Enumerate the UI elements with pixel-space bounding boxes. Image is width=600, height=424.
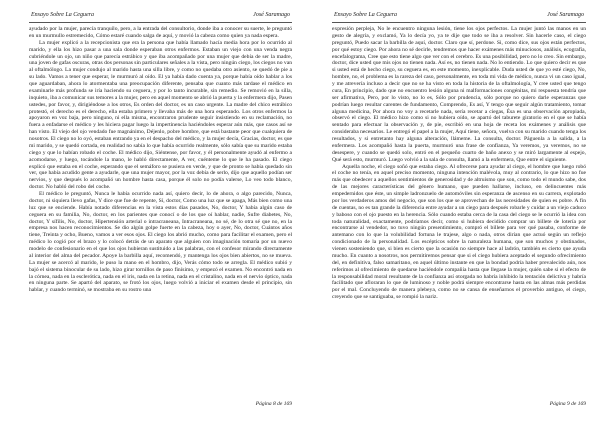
page-number: Página 8 de 169	[255, 401, 292, 407]
page-header	[29, 10, 292, 23]
running-title: Ensayo Sobre La Ceguera	[334, 12, 397, 18]
running-author: José Saramago	[253, 12, 290, 18]
paragraph: El médico le preguntó, Nunca le había ocurrido nada así, quiero decir, lo de ahora, o algo parecido, Nunca, doctor, ni siquiera llevo gafas, Y dice que fue de repente, Sí, doctor, Como una luz que se apaga, Más bien como una luz que se enciende. Había notado diferencias en la vista estos días pasados, No, doctor, Y había algún caso de ceguera en su familia, No, doctor, en los parientes que conocí o de los que oí hablar, nadie, Sufre diabetes, No, doctor, Y sífilis, No, doctor, Hipertensión arterial o intracraneana, Intracraneana, no sé, de lo otra sé que no, en la empresa nos hacen reconocimientos. Se dio algún golpe fuerte en la cabeza, hoy o ayer, No, doctor, Cuántos años tiene, Treinta y ocho, Bueno, vamos a ver esos ojos. El ciego los abrió mucho, como para facilitar el examen, pero el médico lo cogió por el brazo y lo colocó detrás de un aparato que alguien con imaginación tomaría por un nuevo modelo de confesionario en el que los ojos hubieran sustituido a las palabras, con el confesor mirando directamente al interior del alma del pecador. Apoye la barbilla aquí, recomendó, y mantenga los ojos bien abiertos, no se mueva. La mujer se acercó al marido, le puso la mano en el hombro, dijo, Verás cómo todo se arregla. El médico subió y bajó el sistema binocular de su lado, hizo girar tornillos de paso finísimo, y empezó el examen. No encontró nada en la córnea, nada en la esclerótica, nada en el iris, nada en la retina, nada en el cristalino, nada en el nervio óptico, nada en ninguna parte. Se apartó del aparato, se frotó los ojos, luego volvió a iniciar el examen desde el principio, sin hablar, y cuando terminó, se mostraba en su rostro una	[29, 191, 292, 294]
paragraph: expresión perpleja, No le encuentro ninguna lesión, tiene los ojos perfectos. La mujer juntó las manos en un gesto de alegría, y exclamó, Ya lo decía yo, ya te dije que todo se iba a resolver. Sin hacerle caso, el ciego preguntó, Puedo sacar la barbilla de aquí, doctor. Claro que sí, perdone. Si, como dice, sus ojos están perfectos, por qué estoy ciego. Por ahora no sé decirle, tendremos que hacer exámenes más minuciosos, análisis, ecografía, encefalograma, Cree que esto tiene algo que ver con el cerebro. Es una posibilidad, pero no lo creo. Sin embargo, doctor, dice usted que mis ojos no tienen nada. Así es, no tienen nada. No lo entiendo. Lo que quiero decir es que si usted está de hecho ciego, su ceguera es, en este momento, inexplicable. Duda usted de que yo esté ciego, No, hombre, no, el problema es la rareza del caso, personalmente, en toda mi vida de médico, nunca vi un caso igual, y me atrevería incluso a decir que no se ha visto en toda la historia de la oftalmología, Y cree usted que tengo cura, En principio, dado que no encuentro lesión alguna ni malformaciones congénitas, mi respuesta tendría que ser afirmativa, Pero, por lo visto, no lo es, Sólo por prudencia, sólo porque no quiero darle esperanzas que podrían luego resultar carentes de fundamento, Comprendo, Es así, Y tengo que seguir algún tratamiento, tomar alguna medicina, Por ahora no voy a recetarle nada, sería recetar a ciegas, Ésa es una observación apropiada, observó el ciego. El médico hizo como si no hubiera oído, se apartó del taburete giratorio en el que se había sentado para efectuar la observación y, de pie, escribió en una hoja de receta los exámenes y análisis que consideraba necesarios. Le entregó el papel a la mujer, Aquí tiene, señora, vuelva con su marido cuando tenga los resultados, y si entretanto hay alguna alteración, llámeme. La consulta, doctor. Páguenla a la salida, a la enfermera. Los acompañó hasta la puerta, murmuró una frase de confianza, Ya veremos, ya veremos, no se desespere, y cuando se quedó solo, entró en el pequeño cuarto de baño anexo y se miró largamente al espejo, Qué será esto, murmuró. Luego volvió a la sala de consulta, llamó a la enfermera, Que entre el siguiente.	[332, 26, 586, 163]
page-header	[332, 10, 586, 23]
paragraph: Aquella noche, el ciego soñó que estaba ciego. Al ofrecerse para ayudar al ciego, el hombre que luego robó el coche no tenía, en aquel preciso momento, ninguna intención malévola, muy al contrario, lo que hizo no fue más que obedecer a aquellos sentimientos de generosidad y de altruismo que son, como todo el mundo sabe, dos de las mejores características del género humano, que pueden hallarse, incluso, en delincuentes más empedernidos que éste, un simple ladronzuelo de automóviles sin esperanza de ascenso en su carrera, explotado por los verdaderos amos del negocio, que son los que se aprovechan de las necesidades de quien es pobre. A fin de cuentas, no es tan grande la diferencia entre ayudar a un ciego para después robarle y cuidar a un viejo caduco y baboso con el ojo puesto en la herencia. Sólo cuando estaba cerca de la casa del ciego se le ocurrió la idea con toda naturalidad, exactamente, podríamos decir, como si hubiera decidido comprar un billete de lotería por encontrarse al vendedor, no tuvo ningún presentimiento, compró el billete para ver qué pasaba, conforme de antemano con lo que la volubilidad fortuna le trajese, algo o nada, otros dirían que actuó según un reflejo condicionado de la personalidad. Los escépticos sobre la naturaleza humana, que son muchos y obstinados, vienen sosteniendo que, si bien es cierto que la ocasión no siempre hace al ladrón, también es cierto que ayuda mucho. En cuanto a nosotros, nos permitiremos pensar que si el ciego hubiera aceptado el segundo ofrecimiento del, en definitiva, falso samaritano, en aquel último instante en que la bondad podría haber prevalecido aún, nos referimos al ofrecimiento de quedarse haciéndole compañía hasta que llegase la mujer, quién sabe si el efecto de la responsabilidad moral resultante de la confianza así otorgada no habría inhibido la tentación delictiva y habría facilitado que afloraran lo que de luminoso y noble podrá siempre encontrarse hasta en las almas más perdidas por el mal. Concluyendo de manera plebeya, como no se cansa de enseñarnos el proverbio antiguo, el ciego, creyendo que se santiguaba, se rompió la nariz.	[332, 163, 586, 301]
paragraph: La mujer explicó a la recepcionista que era la persona que había llamado hacía media hora por lo ocurrido al marido, y ella los hizo pasar a una sala donde esperaban otros enfermos. Estaban un viejo con una venda negra cubriéndole un ojo, un niño que parecía estrábico y que iba acompañado por una mujer que debía de ser la madre, una joven de gafas oscuras, otras dos personas sin particulares señales a la vista, pero ningún ciego, los ciegos no van al oftalmólogo. La mujer condujo al marido hasta una silla libre, y como no quedaba otro asiento, se quedó de pie a su lado. Vamos a tener que esperar, le murmuró al oído. El ya había dado cuenta ya, porque había oído hablar a los que aguardaban, ahora lo atormentaba una preocupación diferente, pensaba que cuanto más tardase el médico en examinarle más profunda se iría haciendo su ceguera, y por lo tanto incurable, sin remedio. Se removió en la silla, inquieto, iba a comunicar sus temores a la mujer, pero en aquel momento se abrió la puerta y la enfermera dijo, Pasen ustedes, por favor, y, dirigiéndose a los otros, Es orden del doctor, es un caso urgente. La madre del chico estrábico protestó, el derecho es el derecho, ella estaba primero y llevaba más de una hora esperando. Los otros enfermos la apoyaron en voz baja, pero ninguno, ni ella misma, encontraron prudente seguir insistiendo en su reclamación, no fuera a enfadarse el médico y les hiciera pagar luego la impertinencia haciéndoles esperar aún más, que casos así se han visto. El viejo del ojo vendado fue magnánimo, Déjenlo, pobre hombre, que está bastante peor que cualquiera de nosotros. El ciego no lo oyó, estaban entrando ya en el despacho del médico, y la mujer decía, Gracias, doctor, es que mi marido, y se quedó cortada, en realidad no sabía lo que había ocurrido realmente, sólo sabía que su marido estaba ciego y que lo habían robado el coche. El médico dijo, Siéntense, por favor, y él personalmente ayudó al enfermo a acomodarse, y luego, tocándole la mano, le habló directamente, A ver, cuénteme lo que le ha pasado. El ciego explicó que estaba en el coche, esperando que el semáforo se pusiera en verde, y que de pronto se había quedado sin ver, que había acudido gente a ayudarle, que una mujer mayor, por la voz debía de serlo, dijo que aquello podían ser nervios, y que después lo acompañó un hombre hasta casa, porque él solo no podía valerse, Lo veo todo blanco, doctor. No habló del robo del coche.	[29, 39, 292, 191]
page-number: Página 9 de 169	[549, 401, 586, 407]
page-body	[332, 26, 586, 386]
running-author: José Saramago	[547, 12, 584, 18]
paragraph: ayudado por la mujer, parecía tranquilo, pero, a la entrada del consultorio, donde iba a conocer su suerte, le preguntó en un murmullo estremecido, Cómo estaré cuando salga de aquí, y movió la cabeza como quien ya nada espera.	[29, 26, 292, 39]
running-title: Ensayo Sobre La Ceguera	[31, 12, 94, 18]
page-body	[29, 26, 292, 386]
page-right	[300, 0, 600, 424]
